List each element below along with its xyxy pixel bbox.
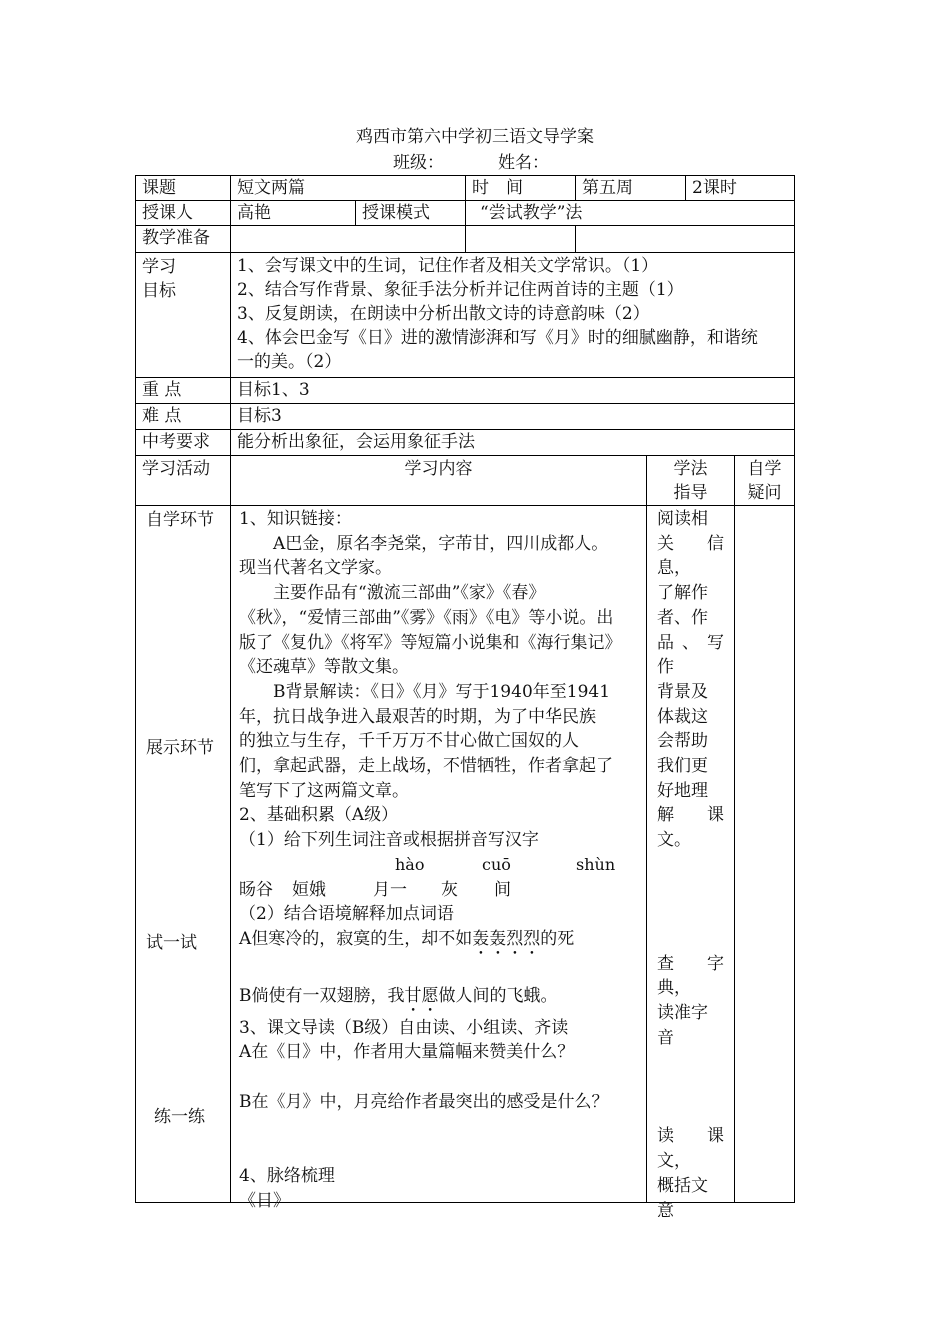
guide-block-3	[657, 1124, 724, 1223]
question-cell	[734, 505, 795, 1203]
author-intro-2: 现当代著名文学家。	[239, 558, 392, 579]
prep-cell-2	[465, 225, 576, 253]
goal-item: 2、结合写作背景、象征手法分析并记住两首诗的主题（1）	[237, 280, 684, 300]
time-label-cell: 时 间	[465, 175, 576, 201]
word-1: 旸谷	[239, 879, 273, 900]
page-title: 鸡西市第六中学初三语文导学案	[356, 127, 594, 147]
guide-line: 会帮助	[657, 731, 708, 752]
goal-item: 4、体会巴金写《日》进的激情澎湃和写《月》时的细腻幽静，和谐统	[237, 328, 758, 348]
class-label: 班级：	[393, 153, 444, 173]
guide-line: 概括文	[657, 1175, 708, 1196]
mode-label-cell: 授课模式	[355, 200, 466, 226]
goal-item: 3、反复朗读，在朗读中分析出散文诗的诗意韵味（2）	[237, 304, 650, 324]
pinyin-row	[239, 853, 638, 878]
week-cell: 第五周	[575, 175, 686, 201]
guide-line: 音	[657, 1027, 674, 1048]
guide-line: 读课文，	[657, 1126, 724, 1172]
topic-cell: 短文两篇	[230, 175, 466, 201]
section-structure: 4、脉络梳理	[239, 1165, 335, 1186]
goals-label-1: 学习	[142, 257, 176, 277]
guide-block-1	[657, 507, 724, 853]
content-cell	[230, 505, 647, 1211]
prep-label-cell: 教学准备	[135, 225, 231, 253]
question-explain: （2）结合语境解释加点词语	[239, 904, 454, 925]
explain-a-text: A但寒冷的，寂寞的生，却不如	[239, 928, 473, 949]
guide-cell	[646, 505, 735, 1221]
background-4: 们，拿起武器，走上战场，不惜牺牲，作者拿起了	[239, 756, 613, 777]
question-pinyin: （1）给下列生词注音或根据拼音写汉字	[239, 830, 539, 851]
blank-line	[239, 1114, 638, 1163]
exam-cell: 能分析出象征，会运用象征手法	[230, 429, 795, 456]
explain-a	[239, 927, 638, 959]
guide-header-1: 学法	[673, 459, 708, 479]
goals-label-cell	[135, 252, 231, 378]
prep-cell-3	[575, 225, 795, 253]
guide-line: 阅读相	[657, 509, 708, 529]
section-reading: 3、课文导读（B级）自由读、小组读、齐读	[239, 1017, 569, 1038]
activity-header: 学习活动	[135, 455, 231, 506]
section-basics: 2、基础积累（A级）	[239, 805, 399, 826]
goal-item: 1、会写课文中的生词，记住作者及相关文学常识。（1）	[237, 256, 659, 276]
question-header-1: 自学	[747, 459, 782, 479]
guide-header	[646, 455, 735, 506]
word-5: 间	[494, 879, 511, 900]
dotted-word-a: 轰轰烈烈	[472, 928, 541, 949]
guide-line: 意	[657, 1200, 674, 1221]
goals-label-2: 目标	[142, 281, 176, 301]
difficulty-cell: 目标3	[230, 403, 795, 430]
section-knowledge: 1、知识链接：	[239, 509, 352, 529]
guide-line: 解课文。	[657, 805, 724, 851]
works-4: 《还魂草》等散文集。	[239, 657, 409, 678]
explain-b-tail: 做人间的飞蛾。	[438, 985, 558, 1006]
mode-cell: “尝试教学”法	[465, 200, 795, 226]
guide-line: 我们更	[657, 756, 708, 777]
explain-b	[239, 984, 638, 1016]
word-4: 灰	[441, 879, 458, 900]
author-intro-1: A巴金，原名李尧棠，字芾甘，四川成都人。	[273, 533, 609, 554]
explain-a-tail: 的死	[540, 928, 575, 949]
guide-line: 读准字	[657, 1003, 708, 1024]
works-1: 主要作品有“激流三部曲”《家》《春》	[273, 583, 546, 604]
question-header-2: 疑问	[747, 483, 782, 503]
name-label: 姓名：	[498, 153, 549, 173]
focus-cell: 目标1、3	[230, 377, 795, 404]
guide-line: 品、写作	[657, 632, 724, 678]
explain-b-text: B倘使有一双翅膀，我	[239, 985, 405, 1006]
background-1: B背景解读：《日》《月》写于1940年至1941	[273, 681, 611, 702]
stage-self: 自学环节	[146, 510, 214, 530]
dotted-word-b: 甘愿	[404, 985, 439, 1006]
guide-line: 背景及	[657, 681, 708, 702]
guide-line: 好地理	[657, 780, 708, 801]
blank-line	[239, 1065, 638, 1090]
works-3: 版了《复仇》《将军》等短篇小说集和《海行集记》	[239, 632, 622, 653]
word-2: 姮娥	[292, 879, 326, 900]
goal-item: 一的美。（2）	[237, 352, 342, 372]
pinyin-1: hào	[395, 854, 425, 874]
guide-line: 查字典，	[657, 953, 724, 999]
reading-question-a: A在《日》中，作者用大量篇幅来赞美什么？	[239, 1042, 575, 1063]
question-header	[734, 455, 795, 506]
hours-cell: 2课时	[685, 175, 795, 201]
guide-line: 关信息，	[657, 533, 724, 579]
pinyin-2: cuō	[482, 854, 511, 874]
focus-label-cell: 重 点	[135, 377, 231, 404]
stage-try: 试一试	[146, 933, 197, 953]
background-2: 年，抗日战争进入最艰苦的时期，为了中华民族	[239, 706, 596, 727]
reading-question-b: B在《月》中，月亮给作者最突出的感受是什么？	[239, 1091, 609, 1112]
guide-line: 了解作	[657, 583, 708, 604]
stage-practice: 练一练	[154, 1107, 205, 1127]
pinyin-3: shùn	[576, 854, 616, 874]
topic-label-cell: 课题	[135, 175, 231, 201]
content-header: 学习内容	[230, 455, 647, 506]
difficulty-label-cell: 难 点	[135, 403, 231, 430]
background-3: 的独立与生存，千千万万不甘心做亡国奴的人	[239, 731, 579, 752]
structure-ri: 《日》	[239, 1190, 290, 1211]
guide-line: 者、作	[657, 607, 708, 628]
goals-cell	[230, 252, 795, 378]
prep-cell-1	[230, 225, 466, 253]
exam-label-cell: 中考要求	[135, 429, 231, 456]
works-2: 《秋》，“爱情三部曲”《雾》《雨》《电》等小说。出	[239, 607, 614, 628]
background-5: 笔写下了这两篇文章。	[239, 780, 409, 801]
guide-line: 体裁这	[657, 706, 708, 727]
stage-show: 展示环节	[146, 738, 214, 758]
blank-line	[239, 959, 638, 984]
guide-block-2	[657, 952, 724, 1051]
word-row	[239, 878, 638, 903]
activity-cell	[135, 505, 231, 1203]
guide-header-2: 指导	[673, 483, 708, 503]
teacher-label-cell: 授课人	[135, 200, 231, 226]
teacher-cell: 高艳	[230, 200, 356, 226]
word-3: 月一	[373, 879, 407, 900]
